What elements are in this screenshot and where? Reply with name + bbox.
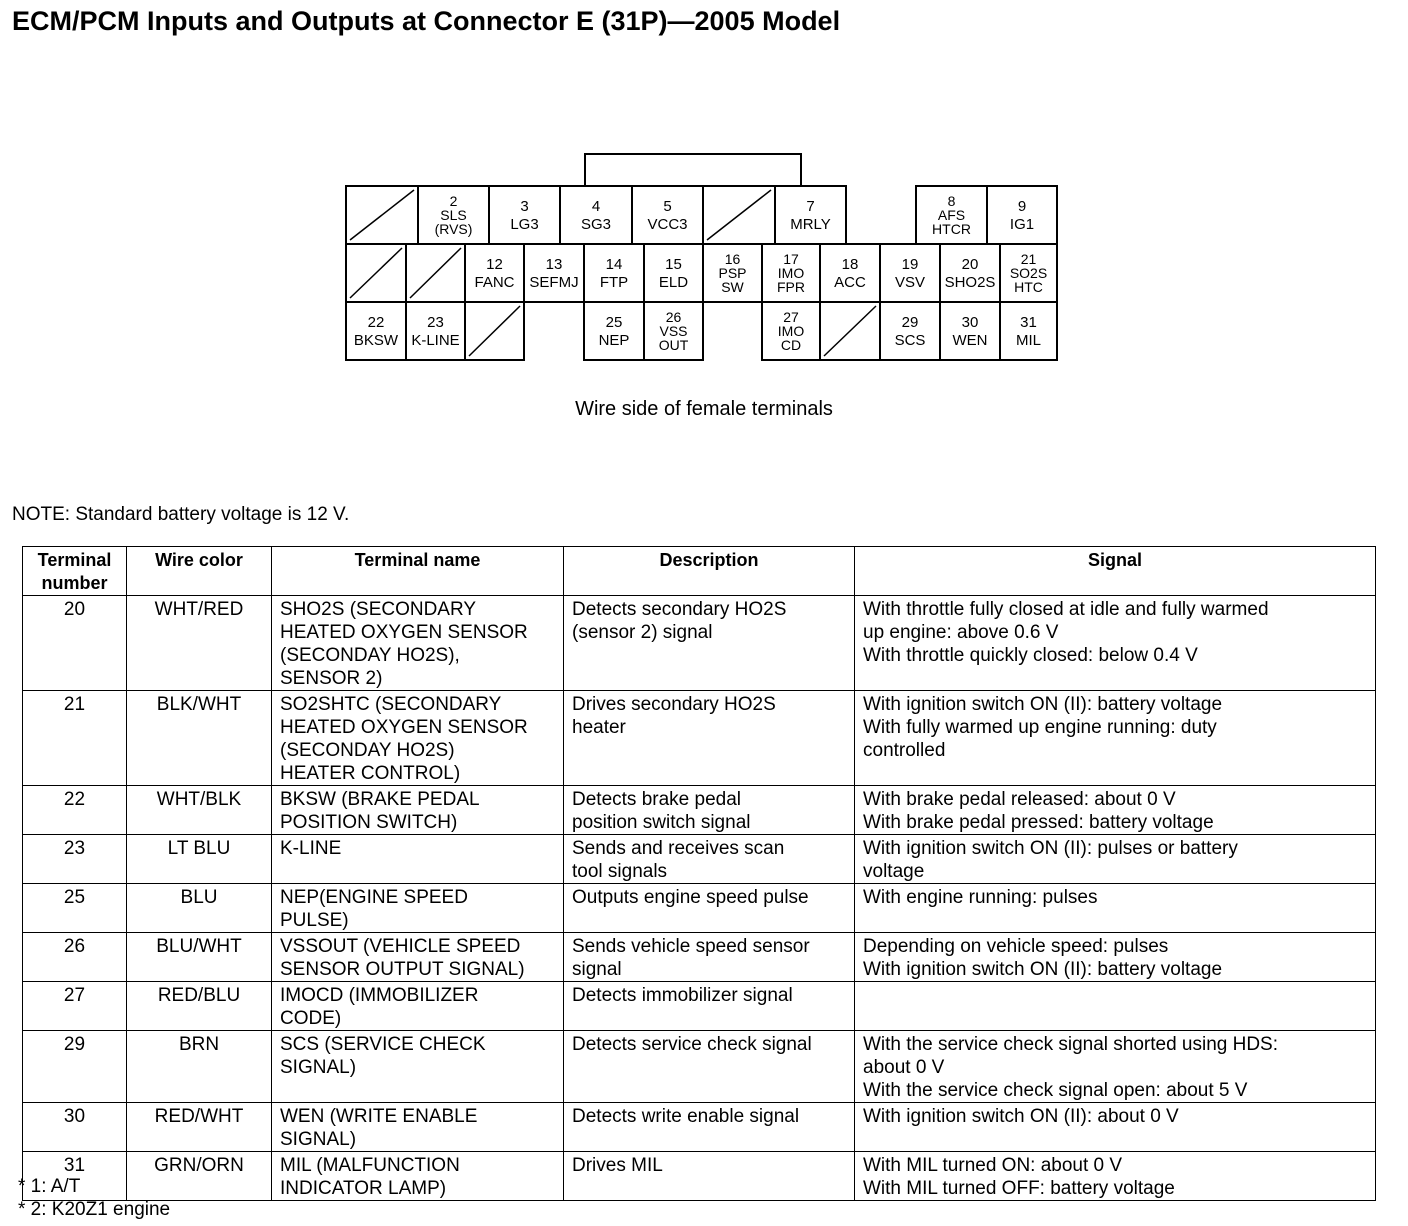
cell-signal-line: With MIL turned ON: about 0 V (863, 1155, 1123, 1176)
cell-terminal-name (272, 835, 564, 884)
cell-signal-line: With brake pedal pressed: battery voltage (863, 812, 1214, 833)
cell-wire-color: GRN/ORN (127, 1152, 272, 1201)
cell-terminal-name (272, 786, 564, 835)
cell-description-line: Sends and receives scan (572, 838, 785, 859)
terminal-unused (346, 186, 418, 244)
terminal-number: 13 (545, 256, 563, 273)
cell-terminal-name-line: PULSE) (280, 910, 349, 931)
cell-terminal-name (272, 884, 564, 933)
header-wire-color: Wire color (127, 547, 272, 596)
header-description: Description (564, 547, 855, 596)
terminal-label: (RVS) (434, 221, 473, 237)
cell-terminal-name-line: (SECONDAY HO2S) (280, 740, 455, 761)
cell-terminal-name-line: WEN (WRITE ENABLE (280, 1106, 478, 1127)
terminal-30 (940, 302, 1000, 360)
terminal-29 (880, 302, 940, 360)
cell-description-line: position switch signal (572, 812, 751, 833)
cell-signal-line: With MIL turned OFF: battery voltage (863, 1178, 1175, 1199)
cell-signal-line: voltage (863, 861, 925, 882)
terminal-number: 12 (486, 256, 503, 273)
cell-description-line: Sends vehicle speed sensor (572, 936, 810, 957)
cell-wire-color: WHT/RED (127, 596, 272, 691)
terminal-label: HTCR (932, 221, 971, 237)
terminal-label: VCC3 (647, 216, 688, 233)
terminal-label: IMO (777, 323, 805, 339)
header-signal: Signal (855, 547, 1376, 596)
terminal-number: 4 (591, 198, 601, 215)
terminal-13 (524, 244, 584, 302)
cell-signal (855, 933, 1376, 982)
header-terminal-number: Terminal number (23, 547, 127, 596)
terminal-label: HTC (1014, 279, 1043, 295)
terminal-cell (775, 186, 846, 244)
terminal-cell (880, 244, 940, 302)
terminal-unused (406, 244, 465, 302)
cell-terminal-number: 20 (23, 596, 127, 691)
cell-terminal-name-line: SCS (SERVICE CHECK (280, 1034, 486, 1055)
terminal-7 (775, 186, 846, 244)
cell-wire-color: WHT/BLK (127, 786, 272, 835)
terminal-16 (703, 244, 762, 302)
cell-signal-line: With engine running: pulses (863, 887, 1098, 908)
terminal-number: 29 (901, 314, 919, 331)
connector-caption: Wire side of female terminals (575, 398, 833, 420)
cell-signal (855, 982, 1376, 1031)
cell-terminal-name (272, 596, 564, 691)
terminal-8 (916, 186, 987, 244)
cell-description-line: Detects immobilizer signal (572, 985, 793, 1006)
terminal-23 (406, 302, 465, 360)
terminal-label: WEN (952, 332, 988, 349)
terminal-cell (1000, 302, 1057, 360)
terminal-cell (880, 302, 940, 360)
cell-description-line: tool signals (572, 861, 668, 882)
terminal-25 (584, 302, 644, 360)
terminal-label: VSV (894, 274, 926, 291)
terminal-number: 23 (427, 314, 444, 331)
terminal-5 (632, 186, 703, 244)
cell-terminal-name-line: BKSW (BRAKE PEDAL (280, 789, 480, 810)
table-row (23, 1031, 1376, 1103)
table-row (23, 786, 1376, 835)
cell-terminal-name-line: HEATED OXYGEN SENSOR (280, 717, 528, 738)
table-row (23, 1103, 1376, 1152)
terminal-label: ELD (658, 274, 689, 291)
cell-description (564, 1152, 855, 1201)
terminal-31 (1000, 302, 1057, 360)
terminal-number: 26 (665, 309, 682, 325)
terminal-number: 14 (605, 256, 623, 273)
terminal-number: 21 (1020, 251, 1037, 267)
cell-description-line: signal (572, 959, 622, 980)
cell-terminal-name (272, 691, 564, 786)
cell-terminal-number: 22 (23, 786, 127, 835)
cell-terminal-name-line: IMOCD (IMMOBILIZER (280, 985, 479, 1006)
terminal-label: LG3 (510, 216, 539, 233)
cell-description (564, 835, 855, 884)
terminal-cell (524, 244, 584, 302)
terminal-12 (465, 244, 524, 302)
terminal-number: 22 (367, 314, 385, 331)
terminal-label: CD (780, 337, 802, 353)
cell-wire-color: BLK/WHT (127, 691, 272, 786)
cell-wire-color: BLU/WHT (127, 933, 272, 982)
cell-terminal-name (272, 1103, 564, 1152)
cell-signal-line: Depending on vehicle speed: pulses (863, 936, 1169, 957)
cell-signal (855, 691, 1376, 786)
terminal-number: 17 (783, 251, 799, 267)
terminal-label: ACC (834, 274, 866, 291)
cell-terminal-number: 31 (23, 1152, 127, 1201)
cell-terminal-number: 21 (23, 691, 127, 786)
cell-terminal-name-line: POSITION SWITCH) (280, 812, 458, 833)
terminal-number: 30 (961, 314, 979, 331)
cell-signal-line: With ignition switch ON (II): pulses or battery (863, 838, 1238, 859)
terminal-number: 3 (520, 198, 529, 215)
terminal-label: SLS (440, 207, 467, 223)
cell-description (564, 691, 855, 786)
terminal-15 (644, 244, 703, 302)
cell-description-line: Drives MIL (572, 1155, 663, 1176)
terminal-unused (346, 244, 406, 302)
terminal-27 (762, 302, 820, 360)
terminal-3 (489, 186, 560, 244)
terminal-unused (703, 186, 775, 244)
terminal-number: 18 (841, 256, 859, 273)
cell-terminal-name-line: SENSOR 2) (280, 668, 383, 689)
cell-terminal-name (272, 933, 564, 982)
terminal-19 (880, 244, 940, 302)
cell-description (564, 982, 855, 1031)
terminal-label: SW (721, 279, 744, 295)
cell-signal (855, 1031, 1376, 1103)
cell-terminal-name-line: HEATER CONTROL) (280, 763, 461, 784)
cell-description-line: Detects write enable signal (572, 1106, 800, 1127)
terminal-number: 16 (724, 251, 741, 267)
cell-terminal-name-line: SO2SHTC (SECONDARY (280, 694, 502, 715)
terminal-cell (465, 244, 524, 302)
cell-wire-color: RED/BLU (127, 982, 272, 1031)
terminal-cell (940, 244, 1000, 302)
terminal-number: 19 (901, 256, 919, 273)
terminal-number: 5 (663, 198, 672, 215)
cell-signal-line: With ignition switch ON (II): battery voltage (863, 694, 1223, 715)
cell-description (564, 1103, 855, 1152)
terminal-number: 9 (1017, 198, 1027, 215)
terminal-label: MIL (1015, 332, 1042, 349)
cell-description (564, 1031, 855, 1103)
terminal-21 (1000, 244, 1057, 302)
footnote-2: * 2: K20Z1 engine (18, 1199, 171, 1220)
terminal-number: 27 (783, 309, 799, 325)
terminal-label: FTP (599, 274, 629, 291)
cell-terminal-name-line: SIGNAL) (280, 1057, 357, 1078)
cell-description-line: Drives secondary HO2S (572, 694, 776, 715)
terminal-cell (584, 302, 644, 360)
terminal-20 (940, 244, 1000, 302)
cell-terminal-name-line: MIL (MALFUNCTION (280, 1155, 460, 1176)
cell-signal-line: With ignition switch ON (II): battery voltage (863, 959, 1223, 980)
cell-signal-line: With throttle fully closed at idle and fully warmed (863, 599, 1269, 620)
cell-terminal-name-line: K-LINE (280, 838, 342, 859)
terminal-cell (489, 186, 560, 244)
cell-terminal-name-line: VSSOUT (VEHICLE SPEED (280, 936, 521, 957)
cell-description-line: Outputs engine speed pulse (572, 887, 809, 908)
terminal-label: SHO2S (944, 274, 996, 291)
terminal-unused (820, 302, 880, 360)
terminal-cell (820, 244, 880, 302)
terminal-label: IG1 (1009, 216, 1035, 233)
terminal-label: SCS (894, 332, 926, 349)
cell-description (564, 596, 855, 691)
cell-terminal-number: 29 (23, 1031, 127, 1103)
cell-terminal-number: 25 (23, 884, 127, 933)
terminal-label: NEP (598, 332, 630, 349)
cell-terminal-name (272, 1031, 564, 1103)
battery-voltage-note: NOTE: Standard battery voltage is 12 V. (12, 504, 350, 525)
cell-terminal-number: 30 (23, 1103, 127, 1152)
terminal-cell (987, 186, 1057, 244)
terminal-17 (762, 244, 820, 302)
table-row (23, 1152, 1376, 1201)
cell-signal (855, 786, 1376, 835)
terminal-label: K-LINE (411, 332, 460, 349)
terminal-label: FPR (777, 279, 805, 295)
cell-wire-color: BLU (127, 884, 272, 933)
terminal-label: OUT (658, 337, 689, 353)
cell-description-line: Detects service check signal (572, 1034, 812, 1055)
cell-signal-line: With ignition switch ON (II): about 0 V (863, 1106, 1179, 1127)
table-row (23, 982, 1376, 1031)
terminal-9 (987, 186, 1057, 244)
cell-signal-line: up engine: above 0.6 V (863, 622, 1059, 643)
cell-terminal-name-line: INDICATOR LAMP) (280, 1178, 447, 1199)
cell-terminal-name (272, 982, 564, 1031)
cell-terminal-number: 23 (23, 835, 127, 884)
terminal-cell (940, 302, 1000, 360)
cell-description-line: heater (572, 717, 626, 738)
terminal-2 (418, 186, 489, 244)
terminal-number: 8 (947, 193, 956, 209)
table-row (23, 933, 1376, 982)
terminal-number: 31 (1020, 314, 1037, 331)
terminal-cell (346, 302, 406, 360)
terminal-number: 15 (665, 256, 682, 273)
cell-terminal-number: 26 (23, 933, 127, 982)
cell-signal-line: With the service check signal open: about 5 V (863, 1080, 1248, 1101)
terminal-label: MRLY (790, 216, 831, 233)
cell-description (564, 786, 855, 835)
cell-signal (855, 1152, 1376, 1201)
terminal-14 (584, 244, 644, 302)
cell-signal (855, 1103, 1376, 1152)
cell-signal-line: With brake pedal released: about 0 V (863, 789, 1176, 810)
terminal-cell (632, 186, 703, 244)
page-title: ECM/PCM Inputs and Outputs at Connector E (31P)—2005 Model (12, 6, 841, 36)
terminal-26 (644, 302, 703, 360)
terminal-label: SG3 (580, 216, 612, 233)
cell-description (564, 933, 855, 982)
cell-signal (855, 884, 1376, 933)
cell-signal-line: With throttle quickly closed: below 0.4 V (863, 645, 1198, 666)
cell-signal-line: about 0 V (863, 1057, 945, 1078)
terminal-cell (560, 186, 632, 244)
cell-signal (855, 596, 1376, 691)
terminal-22 (346, 302, 406, 360)
terminal-label: SEFMJ (529, 274, 579, 291)
table-row (23, 835, 1376, 884)
terminal-label: SO2S (1009, 265, 1048, 281)
table-header-row (23, 547, 1376, 596)
connector-key-tab (585, 154, 801, 186)
terminal-cell (584, 244, 644, 302)
cell-wire-color: RED/WHT (127, 1103, 272, 1152)
terminal-cell (406, 302, 465, 360)
cell-terminal-name-line: SIGNAL) (280, 1129, 357, 1150)
terminal-number: 25 (605, 314, 623, 331)
table-row (23, 884, 1376, 933)
cell-wire-color: BRN (127, 1031, 272, 1103)
cell-terminal-name (272, 1152, 564, 1201)
terminal-number: 20 (961, 256, 979, 273)
cell-signal-line: With fully warmed up engine running: duty (863, 717, 1217, 738)
cell-description (564, 884, 855, 933)
cell-description-line: (sensor 2) signal (572, 622, 713, 643)
cell-terminal-name-line: (SECONDAY HO2S), (280, 645, 460, 666)
terminal-label: AFS (937, 207, 966, 223)
cell-terminal-number: 27 (23, 982, 127, 1031)
terminal-label: FANC (474, 274, 515, 291)
terminal-number: 7 (806, 198, 815, 215)
header-terminal-name: Terminal name (272, 547, 564, 596)
cell-description-line: Detects brake pedal (572, 789, 741, 810)
cell-terminal-name-line: SENSOR OUTPUT SIGNAL) (280, 959, 525, 980)
terminal-cell (644, 244, 703, 302)
cell-wire-color: LT BLU (127, 835, 272, 884)
cell-signal-line: controlled (863, 740, 946, 761)
cell-signal (855, 835, 1376, 884)
terminal-4 (560, 186, 632, 244)
terminal-number: 2 (449, 193, 458, 209)
cell-signal-line: With the service check signal shorted using HDS: (863, 1034, 1279, 1055)
terminal-label: VSS (659, 323, 688, 339)
footnote-1: * 1: A/T (18, 1176, 81, 1197)
terminal-label: BKSW (353, 332, 399, 349)
terminal-18 (820, 244, 880, 302)
terminal-label: PSP (718, 265, 747, 281)
cell-description-line: Detects secondary HO2S (572, 599, 787, 620)
terminal-label: IMO (777, 265, 805, 281)
cell-terminal-name-line: CODE) (280, 1008, 342, 1029)
cell-terminal-name-line: NEP(ENGINE SPEED (280, 887, 468, 908)
terminal-signal-table (22, 546, 1376, 1201)
table-row (23, 596, 1376, 691)
table-row (23, 691, 1376, 786)
cell-terminal-name-line: HEATED OXYGEN SENSOR (280, 622, 528, 643)
terminal-unused (465, 302, 524, 360)
cell-terminal-name-line: SHO2S (SECONDARY (280, 599, 477, 620)
connector-diagram (0, 0, 1408, 500)
